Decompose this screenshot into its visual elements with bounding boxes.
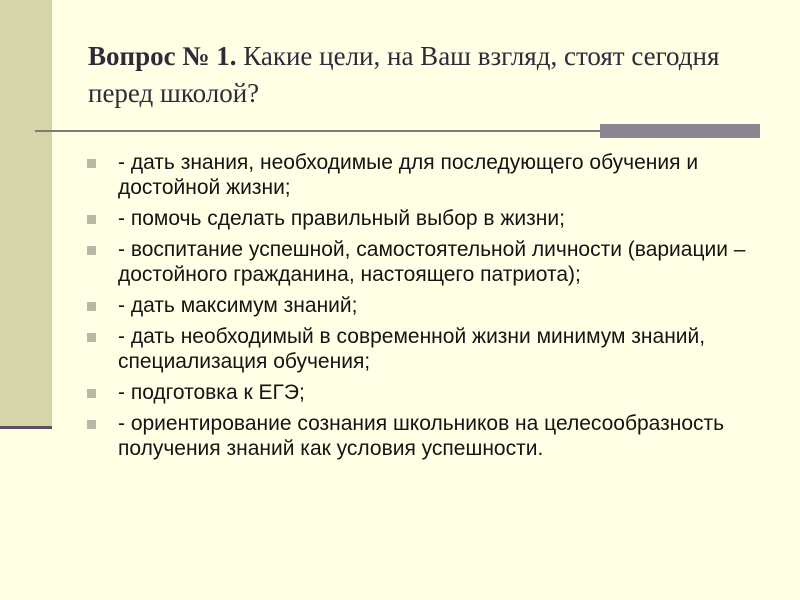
side-decoration-line xyxy=(0,426,52,429)
list-item-text: - дать максимум знаний; xyxy=(118,294,358,317)
bullet-list xyxy=(86,150,776,467)
slide-title xyxy=(88,38,768,112)
list-item xyxy=(86,380,776,405)
square-bullet-icon xyxy=(87,333,96,342)
square-bullet-icon xyxy=(87,159,96,168)
square-bullet-icon xyxy=(87,420,96,429)
square-bullet-icon xyxy=(87,215,96,224)
square-bullet-icon xyxy=(87,302,96,311)
list-item xyxy=(86,150,776,200)
list-item-text: - помочь сделать правильный выбор в жизни; xyxy=(118,207,565,230)
list-item xyxy=(86,293,776,318)
list-item xyxy=(86,324,776,374)
square-bullet-icon xyxy=(87,246,96,255)
list-item-text: - дать знания, необходимые для последующего обучения и достойной жизни; xyxy=(118,151,699,199)
title-divider-block xyxy=(600,124,760,138)
title-divider xyxy=(35,130,600,132)
square-bullet-icon xyxy=(87,389,96,398)
list-item-text: - дать необходимый в современной жизни минимум знаний, специализация обучения; xyxy=(118,325,706,373)
list-item xyxy=(86,237,776,287)
list-item-text: - ориентирование сознания школьников на целесообразность получения знаний как условия успешности. xyxy=(118,412,725,460)
list-item-text: - воспитание успешной, самостоятельной личности (вариации – достойного гражданина, настоящего патриота); xyxy=(118,238,746,286)
list-item xyxy=(86,411,776,461)
list-item xyxy=(86,206,776,231)
slide-title-rest: Какие цели, на Ваш взгляд, стоят сегодня перед школой? xyxy=(88,41,720,108)
side-decoration-band xyxy=(0,0,52,426)
slide-title-lead: Вопрос № 1. xyxy=(88,41,237,71)
list-item-text: - подготовка к ЕГЭ; xyxy=(118,381,305,404)
